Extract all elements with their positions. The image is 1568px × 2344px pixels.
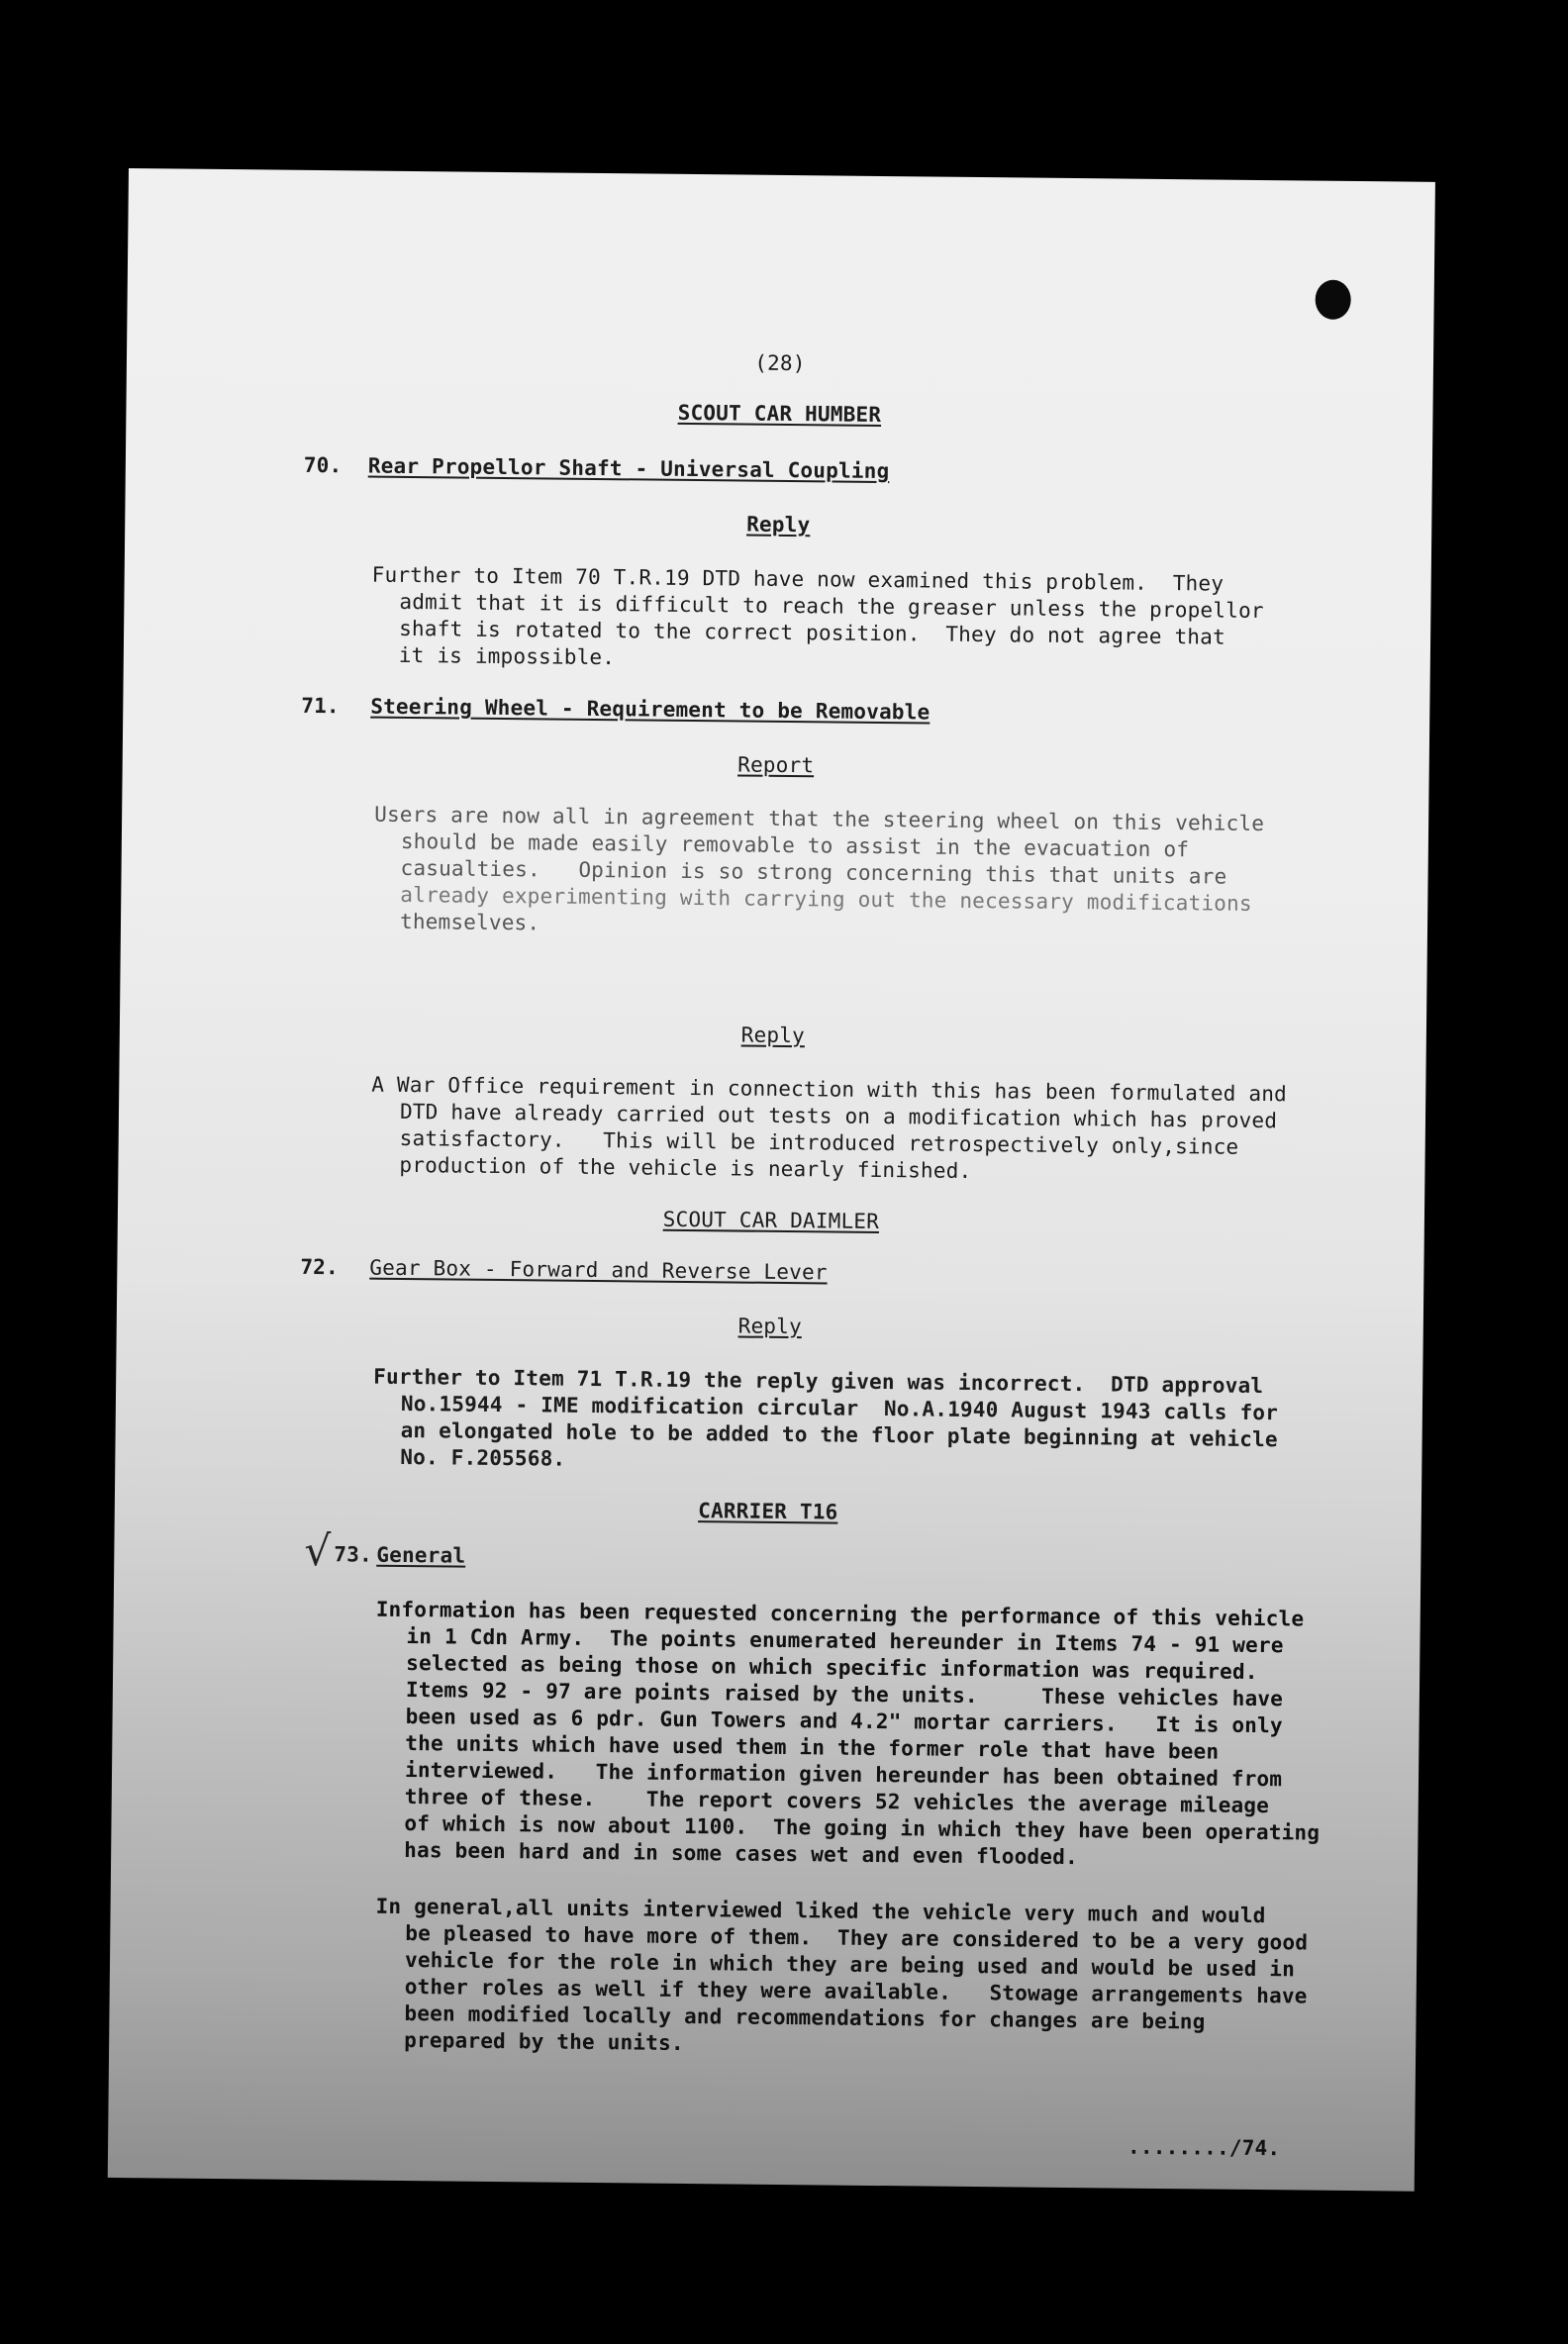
section-heading-daimler: SCOUT CAR DAIMLER (662, 1207, 880, 1233)
text-line: selected as being those on which specific information was required. (406, 1651, 1258, 1685)
text-line: Further to Item 71 T.R.19 the reply given was incorrect. DTD approval (373, 1364, 1264, 1399)
text-line: No. F.205568. (400, 1444, 566, 1471)
text-line: it is impossible. (398, 642, 616, 670)
text-line: shaft is rotated to the correct position. They do not agree that (399, 616, 1226, 649)
text-line: three of these. The report covers 52 vehicles the average mileage (404, 1785, 1270, 1818)
document-page (108, 168, 1435, 2192)
section-heading-humber: SCOUT CAR HUMBER (677, 400, 882, 427)
text-line: casualties. Opinion is so strong concerning this that units are (400, 855, 1227, 889)
item-title: General (376, 1542, 466, 1568)
item-title: Rear Propellor Shaft - Universal Coupling (367, 453, 890, 484)
text-line: prepared by the units. (404, 2028, 684, 2055)
text-line: been used as 6 pdr. Gun Towers and 4.2" mortar carriers. It is only (405, 1705, 1283, 1738)
item-number: 71. (301, 693, 340, 719)
continuation-marker: ......../74. (1127, 2134, 1281, 2161)
report-heading: Report (737, 752, 815, 778)
text-line: already experimenting with carrying out the necessary modifications (400, 882, 1252, 916)
item-number: 70. (303, 452, 343, 478)
text-line: satisfactory. This will be introduced retrospectively only,since (399, 1125, 1239, 1159)
reply-heading: Reply (737, 1314, 803, 1339)
text-line: Items 92 - 97 are points raised by the units. These vehicles have (405, 1678, 1284, 1711)
text-line: an elongated hole to be added to the floor plate beginning at vehicle (400, 1417, 1278, 1452)
text-line: in 1 Cdn Army. The points enumerated hereunder in Items 74 - 91 were (406, 1624, 1284, 1658)
reply-heading: Reply (746, 512, 811, 537)
text-line: of which is now about 1100. The going in which they have been operating (404, 1811, 1321, 1845)
section-heading-carrier: CARRIER T16 (698, 1499, 838, 1524)
text-line: interviewed. The information given hereunder has been obtained from (404, 1758, 1283, 1792)
text-line: vehicle for the role in which they are being used and would be used in (404, 1948, 1296, 1982)
text-line: the units which have used them in the former role that have been (405, 1731, 1220, 1764)
text-line: No.15944 - IME modification circular No.A.1940 August 1943 calls for (400, 1391, 1279, 1425)
text-line: been modified locally and recommendations for changes are being (404, 2002, 1206, 2034)
text-line: be pleased to have more of them. They are considered to be a very good (405, 1921, 1309, 1955)
text-line: Users are now all in agreement that the steering wheel on this vehicle (374, 802, 1265, 836)
text-line: In general,all units interviewed liked the vehicle very much and would (375, 1894, 1266, 1928)
item-title: Steering Wheel - Requirement to be Removable (370, 694, 931, 725)
punch-hole (1315, 280, 1350, 320)
item-number: 72. (300, 1254, 340, 1280)
text-line: production of the vehicle is nearly finished. (399, 1152, 972, 1183)
text-line: other roles as well if they were available. Stowage arrangements have (404, 1975, 1308, 2008)
text-line: A War Office requirement in connection with this has been formulated and (371, 1072, 1288, 1107)
check-mark-icon: √ (304, 1525, 332, 1576)
item-title: Gear Box - Forward and Reverse Lever (369, 1255, 828, 1285)
text-line: should be made easily removable to assist in the evacuation of (400, 829, 1190, 862)
text-line: Further to Item 70 T.R.19 DTD have now examined this problem. They (371, 562, 1225, 596)
text-line: DTD have already carried out tests on a modification which has proved (399, 1099, 1278, 1133)
text-line: has been hard and in some cases wet and even flooded. (404, 1838, 1078, 1870)
text-line: themselves. (399, 909, 540, 935)
reply-heading: Reply (740, 1023, 806, 1048)
text-line: Information has been requested concerning the performance of this vehicle (375, 1597, 1305, 1631)
text-line: admit that it is difficult to reach the greaser unless the propellor (399, 589, 1264, 624)
page-number: (28) (754, 350, 806, 376)
item-number: 73. (334, 1542, 373, 1567)
